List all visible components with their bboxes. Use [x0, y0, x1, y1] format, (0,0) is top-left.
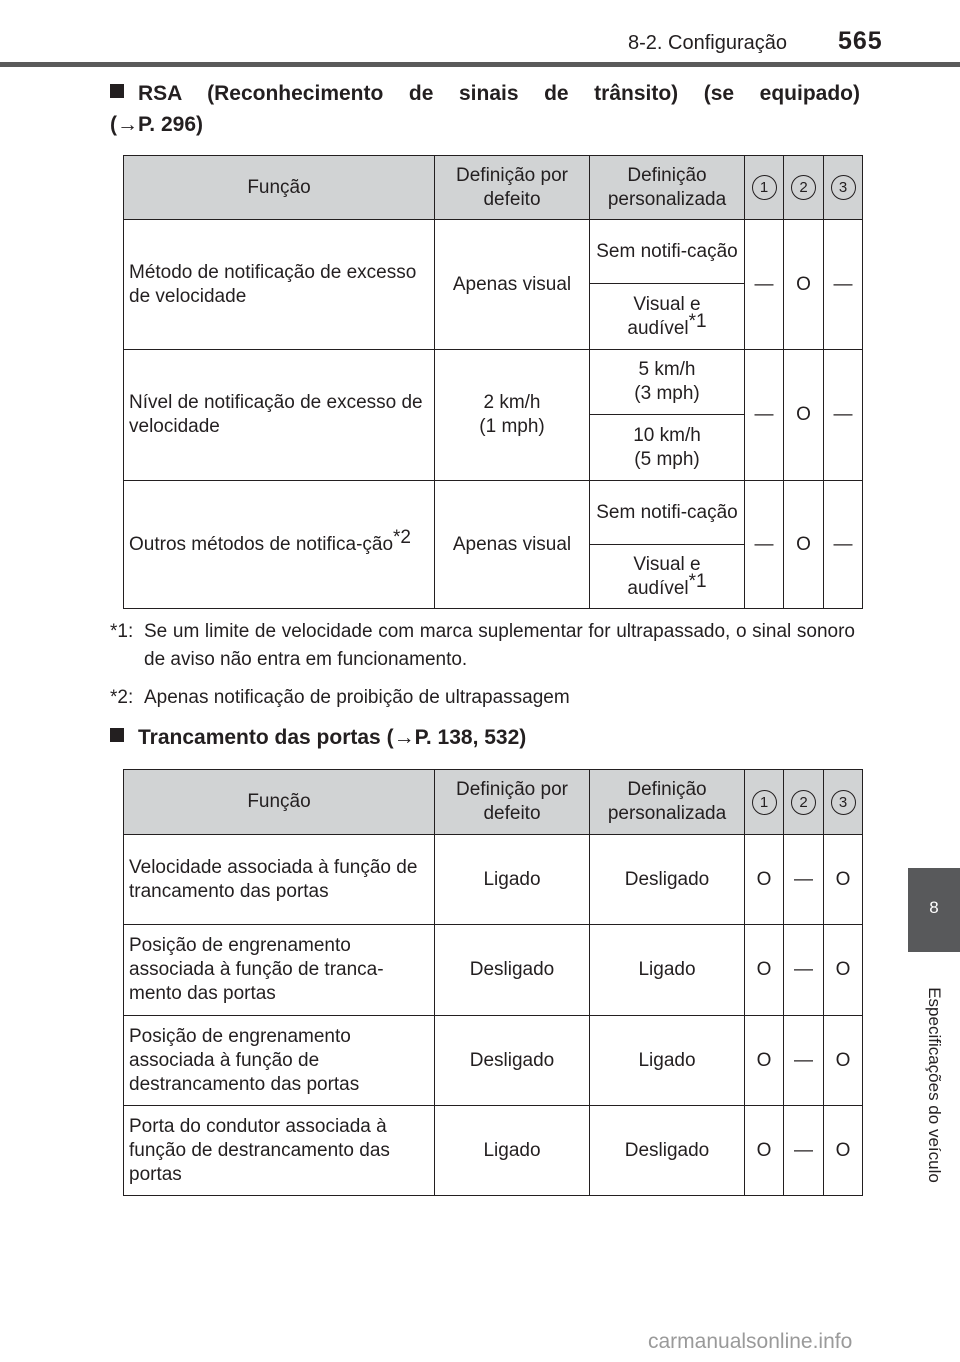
custom-option-text: Visual e audível [627, 553, 701, 599]
cell-function: Velocidade associada à função de trancamento das portas [124, 835, 435, 925]
cell-function: Método de notificação de excesso de velocidade [124, 220, 435, 350]
circled-1-icon: 1 [752, 790, 777, 815]
cell-custom-option: Sem notifi-cação [590, 220, 745, 284]
cell-function [124, 481, 435, 609]
cell-custom: Ligado [590, 1016, 745, 1106]
cell-custom: Ligado [590, 925, 745, 1016]
circled-2-icon: 2 [791, 790, 816, 815]
cell-col2: — [784, 1106, 824, 1196]
table-header-row [124, 770, 863, 835]
header-col2 [784, 156, 824, 220]
custom-value-line2: (5 mph) [634, 448, 700, 470]
cell-col2: — [784, 835, 824, 925]
circled-3-icon: 3 [831, 790, 856, 815]
circled-2-icon: 2 [791, 175, 816, 200]
header-default: Definição por defeito [435, 770, 590, 835]
cell-custom: Desligado [590, 1106, 745, 1196]
table-row [124, 350, 863, 415]
cell-col3: — [824, 481, 863, 609]
cell-col1: — [745, 350, 784, 481]
page-number: 565 [838, 27, 883, 55]
cell-default: Desligado [435, 925, 590, 1016]
footnote-ref: *2 [393, 526, 411, 548]
header-col1 [745, 156, 784, 220]
cell-col2: O [784, 481, 824, 609]
header-default: Definição por defeito [435, 156, 590, 220]
cell-default: Apenas visual [435, 220, 590, 350]
cell-default: Ligado [435, 835, 590, 925]
square-bullet-icon [110, 728, 124, 742]
header-col3 [824, 770, 863, 835]
header-custom: Definição personalizada [590, 770, 745, 835]
header-col2 [784, 770, 824, 835]
custom-value-line2: (3 mph) [634, 383, 700, 404]
default-value-line2: (1 mph) [479, 416, 545, 437]
custom-value-line1: 5 km/h [638, 359, 696, 380]
cell-function: Posição de engrenamento associada à função de tranca-mento das portas [124, 925, 435, 1016]
table-row [124, 1016, 863, 1106]
cell-default: Apenas visual [435, 481, 590, 609]
cell-col2: O [784, 220, 824, 350]
custom-value-line1: 10 km/h [633, 424, 701, 446]
table-row [124, 220, 863, 284]
table-row [124, 835, 863, 925]
section-heading-door-lock [110, 722, 860, 753]
cell-function: Nível de notificação de excesso de velocidade [124, 350, 435, 481]
cell-col2: — [784, 925, 824, 1016]
cell-col3: O [824, 1016, 863, 1106]
cell-col1: — [745, 220, 784, 350]
cell-col1: — [745, 481, 784, 609]
footnote-1 [110, 618, 855, 670]
section-heading-line2: (→P. 296) [110, 113, 203, 136]
cell-col1: O [745, 835, 784, 925]
table-row [124, 481, 863, 545]
footnote-2-mark: *2: [110, 687, 134, 708]
footnote-2 [110, 684, 855, 712]
header-custom: Definição personalizada [590, 156, 745, 220]
cell-default [435, 350, 590, 481]
circled-3-icon: 3 [831, 175, 856, 200]
circled-1-icon: 1 [752, 175, 777, 200]
cell-custom-option: Sem notifi-cação [590, 481, 745, 545]
header-col3 [824, 156, 863, 220]
cell-function: Porta do condutor associada à função de destrancamento das portas [124, 1106, 435, 1196]
door-lock-settings-table [123, 769, 863, 1196]
table-row [124, 925, 863, 1016]
cell-custom-option [590, 415, 745, 481]
footnote-1-text: Se um limite de velocidade com marca suplementar for ultrapassado, o sinal sonoro de aviso não entra em funcionamento. [144, 621, 855, 670]
default-value-line1: 2 km/h [483, 392, 541, 413]
rsa-settings-table [123, 155, 863, 609]
section-heading-text: Trancamento das portas (→P. 138, 532) [138, 726, 527, 749]
table-header-row [124, 156, 863, 220]
cell-col3: O [824, 1106, 863, 1196]
watermark: carmanualsonline.info [648, 1330, 853, 1353]
section-heading-rsa [110, 78, 860, 140]
cell-col3: — [824, 350, 863, 481]
square-bullet-icon [110, 84, 124, 98]
footnote-ref: *1 [688, 570, 707, 592]
chapter-tab [908, 868, 960, 952]
cell-col1: O [745, 1106, 784, 1196]
chapter-number: 8 [929, 898, 939, 917]
section-title: 8-2. Configuração [628, 32, 787, 54]
cell-col1: O [745, 1016, 784, 1106]
header-function: Função [124, 156, 435, 220]
cell-custom-option [590, 350, 745, 415]
custom-option-text: Visual e audível [627, 293, 701, 339]
table-row [124, 1106, 863, 1196]
function-text: Outros métodos de notifica-ção [129, 533, 394, 555]
header-divider [0, 62, 960, 67]
cell-col3: — [824, 220, 863, 350]
footnote-ref: *1 [688, 310, 707, 332]
section-heading-line1: RSA (Reconhecimento de sinais de trânsito) (se equipado) [138, 82, 860, 105]
cell-col3: O [824, 835, 863, 925]
footnote-2-text: Apenas notificação de proibição de ultrapassagem [144, 687, 570, 708]
cell-custom: Desligado [590, 835, 745, 925]
cell-default: Desligado [435, 1016, 590, 1106]
cell-custom-option [590, 284, 745, 350]
chapter-title: Especificações do veículo [925, 987, 944, 1183]
cell-default: Ligado [435, 1106, 590, 1196]
cell-function: Posição de engrenamento associada à função de destrancamento das portas [124, 1016, 435, 1106]
cell-col3: O [824, 925, 863, 1016]
footnote-1-mark: *1: [110, 621, 134, 642]
cell-col2: — [784, 1016, 824, 1106]
header-col1 [745, 770, 784, 835]
page-header [0, 0, 960, 70]
cell-col2: O [784, 350, 824, 481]
cell-col1: O [745, 925, 784, 1016]
header-function: Função [124, 770, 435, 835]
cell-custom-option [590, 545, 745, 609]
